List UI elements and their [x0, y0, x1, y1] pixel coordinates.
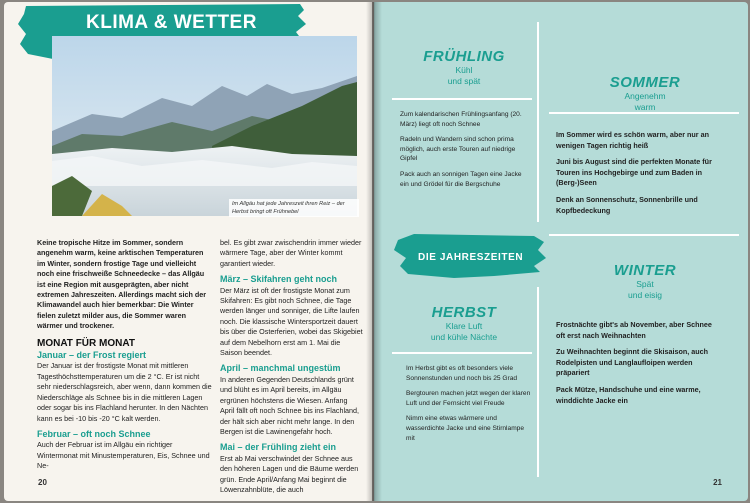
- februar-heading: Februar – oft noch Schnee: [37, 428, 151, 439]
- spring-point-2: Radeln und Wandern sind schon prima möglich, auch erste Touren auf niedrige Gipfel: [400, 136, 516, 163]
- februar-text-continued: bel. Es gibt zwar zwischendrin immer wieder wärmere Tage, aber der Winter kommt garantiert wieder.: [220, 238, 362, 268]
- winter-desc-1: Spät: [636, 279, 654, 289]
- page-title: KLIMA & WETTER: [86, 12, 257, 33]
- divider-horizontal-left-top: [392, 98, 532, 100]
- season-summer: [570, 74, 720, 113]
- maerz-heading: März – Skifahren geht noch: [220, 274, 338, 285]
- divider-vertical-top: [537, 22, 539, 222]
- mai-heading: Mai – der Frühling zieht ein: [220, 442, 337, 453]
- summer-desc-2: warm: [634, 102, 656, 112]
- page-number-left: 20: [38, 478, 47, 487]
- photo-caption: Im Allgäu hat jede Jahreszeit ihren Reiz – der Herbst bringt oft Frühnebel: [229, 199, 359, 217]
- divider-horizontal-right-mid: [549, 234, 739, 236]
- autumn-point-1: Im Herbst gibt es oft besonders viele Sonnenstunden und noch bis 25 Grad: [406, 365, 518, 382]
- divider-horizontal-left-bottom: [392, 352, 532, 354]
- autumn-desc-2: und kühle Nächte: [430, 332, 498, 342]
- autumn-text: [406, 364, 532, 449]
- april-heading: April – manchmal ungestüm: [220, 363, 341, 374]
- mai-text: Erst ab Mai verschwindet der Schnee aus den höheren Lagen und die Bäume werden grün. Ende April/Anfang Mai beginnt die Löwenzahnblüte, die auch: [220, 453, 359, 494]
- spring-text: [400, 110, 530, 195]
- section-heading: MONAT FÜR MONAT: [37, 337, 135, 349]
- autumn-desc-1: Klare Luft: [445, 321, 483, 331]
- winter-point-2: Zu Weihnachten beginnt die Skisaison, auch Rodelpisten und Langlaufloipen werden präpariert: [556, 347, 709, 378]
- summer-desc-1: Angenehm: [624, 91, 666, 101]
- winter-title: WINTER: [613, 262, 677, 279]
- book-spine: [366, 2, 382, 501]
- summer-point-2: Juni bis August sind die perfekten Monate für Touren ins Hochgebirge und zum Baden in (Berg-)Seen: [556, 157, 712, 188]
- intro-paragraph: Keine tropische Hitze im Sommer, sondern angenehm warm, keine arktischen Temperaturen im Winter, sondern frostige Tage und vielleicht noch eine frischweiße Schneedecke – das Allgäu ist eine Region mit ausgeprägten, aber nicht extremen Jahreszeiten. Allerdings macht sich der Klimawandel auch hier bemerkbar: Die Winter fielen zuletzt milder aus, die Sommer waren wärmer und trockener.: [37, 238, 207, 331]
- autumn-point-2: Bergtouren machen jetzt wegen der klaren Luft und der Fernsicht viel Freude: [406, 390, 531, 407]
- februar-text: Auch der Februar ist im Allgäu ein richtiger Wintermonat mit Minustemperaturen, Eis, Schnee und Ne-: [37, 440, 210, 471]
- seasons-banner-label: DIE JAHRESZEITEN: [418, 252, 524, 263]
- maerz-text: Der März ist oft der frostigste Monat zum Skifahren: Es gibt noch Schnee, die Tage werden länger und sonniger, die Lifte laufen noch. Die klassische Wintersportzeit dauert bis über die Osterferien, wobei das Skigebiet auf dem Nebelhorn erst am 1. Mai die Saison beendet.: [220, 285, 363, 358]
- autumn-title: HERBST: [431, 304, 497, 321]
- season-autumn: [394, 304, 534, 343]
- book-spread: [4, 2, 748, 501]
- spring-desc-2: und spät: [447, 76, 481, 86]
- text-column-2: [220, 238, 363, 500]
- januar-heading: Januar – der Frost regiert: [37, 350, 147, 361]
- right-page: [374, 2, 748, 501]
- winter-point-3: Pack Mütze, Handschuhe und eine warme, winddichte Jacke ein: [556, 384, 701, 405]
- summer-title: SOMMER: [609, 74, 681, 91]
- mountain-valley-image: [52, 36, 357, 216]
- summer-point-3: Denk an Sonnenschutz, Sonnenbrille und Kopfbedeckung: [556, 194, 698, 215]
- summer-point-1: Im Sommer wird es schön warm, aber nur an wenigen Tagen richtig heiß: [556, 130, 709, 150]
- winter-desc-2: und eisig: [627, 290, 663, 300]
- spring-point-1: Zum kalendarischen Frühlingsanfang (20. März) liegt oft noch Schnee: [400, 111, 522, 128]
- winter-point-1: Frostnächte gibt's ab November, aber Schnee oft erst nach Weihnachten: [556, 320, 712, 340]
- divider-vertical-bottom: [537, 287, 539, 477]
- winter-text: [556, 320, 716, 412]
- autumn-point-3: Nimm eine etwas wärmere und wasserdichte Jacke und eine Stirnlampe mit: [406, 415, 525, 442]
- season-winter: [570, 262, 720, 301]
- spring-point-3: Pack auch an sonnigen Tagen eine Jacke ein und Grödel für die Bergschuhe: [400, 170, 522, 188]
- januar-text: Der Januar ist der frostigste Monat mit mittleren Tagesthöchsttemperaturen um die 2 °C. Er ist nicht sehr niederschlagsreich, aber wenn, dann kommen die Niederschläge als Schnee bis in die mittleren Lagen oder sogar bis ins Flachland herunter. In den Nächten kann es bei -10 bis -20 °C kalt werden.: [37, 361, 212, 423]
- text-column-1: [37, 238, 213, 477]
- season-spring: [394, 48, 534, 87]
- page-number-right: 21: [713, 478, 722, 487]
- spring-desc-1: Kühl: [455, 65, 473, 75]
- landscape-photo: [52, 36, 357, 216]
- left-page: [4, 2, 372, 501]
- summer-text: [556, 130, 716, 222]
- spring-title: FRÜHLING: [423, 48, 505, 65]
- april-text: In anderen Gegenden Deutschlands grünt und blüht es im April bereits, im Allgäu ergrünen höchstens die Wiesen. Anfang April fällt oft noch Schnee bis ins Flachland, der hält sich aber nicht mehr lange. In den Bergen ist die Lawinengefahr hoch.: [220, 374, 360, 436]
